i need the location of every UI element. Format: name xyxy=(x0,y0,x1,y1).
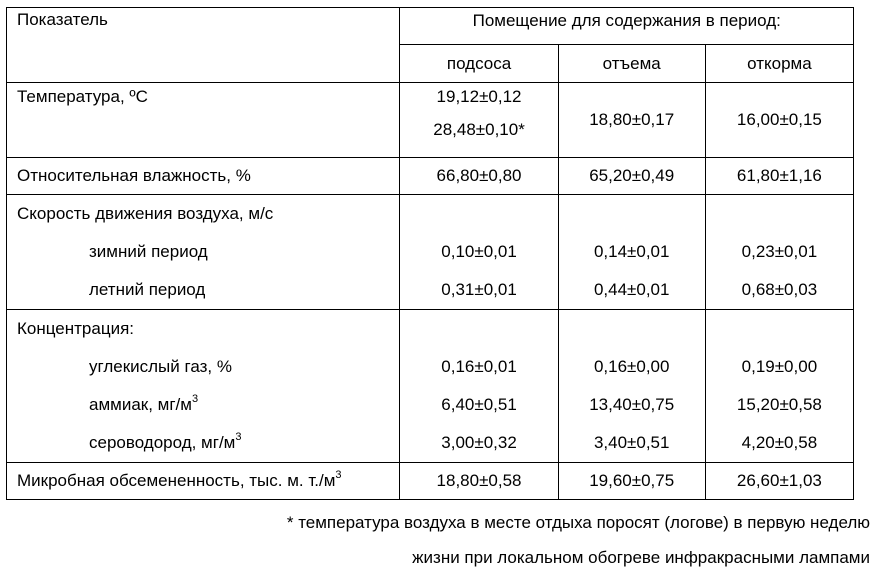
row-label: Скорость движения воздуха, м/с xyxy=(17,204,274,223)
cell-value-footnoted: 28,48±0,10* xyxy=(433,120,525,139)
superscript: 3 xyxy=(191,393,199,406)
header-row xyxy=(7,8,854,45)
table-cell: 66,80±0,80 xyxy=(400,158,558,195)
table-cell: 19,60±0,75 xyxy=(558,463,705,500)
cell-value: 3,00±0,32 xyxy=(441,433,517,452)
microclimate-table xyxy=(6,7,854,500)
table-cell xyxy=(400,310,558,463)
table-cell xyxy=(558,195,705,310)
cell-value: 6,40±0,51 xyxy=(441,395,517,414)
row-label-cell xyxy=(7,83,400,158)
table-row-air-speed xyxy=(7,195,854,310)
row-sublabel-co2: углекислый газ, % xyxy=(89,357,232,376)
row-label: Температура, ºС xyxy=(17,87,148,106)
table-row-microbial xyxy=(7,463,854,500)
cell-value: 4,20±0,58 xyxy=(741,433,818,452)
cell-value: 0,44±0,01 xyxy=(593,280,670,299)
row-label-cell xyxy=(7,310,400,463)
row-sublabel-ammonia xyxy=(17,386,399,424)
header-group-title: Помещение для содержания в период: xyxy=(472,11,781,30)
table-cell: 65,20±0,49 xyxy=(558,158,705,195)
cell-value: 0,19±0,00 xyxy=(741,357,818,376)
table-row-humidity xyxy=(7,158,854,195)
cell-value: 0,23±0,01 xyxy=(741,242,818,261)
sublabel-text: сероводород, мг/м xyxy=(89,433,236,452)
footnote-line-2: жизни при локальном обогреве инфракрасными лампами xyxy=(412,548,870,567)
header-indicator: Показатель xyxy=(17,10,108,29)
header-period-podsosa: подсоса xyxy=(400,45,558,83)
cell-value: 0,16±0,01 xyxy=(441,357,517,376)
footnote-line-1: * температура воздуха в месте отдыха поросят (логове) в первую неделю xyxy=(286,513,870,532)
table-cell: 61,80±1,16 xyxy=(705,158,853,195)
row-label-cell xyxy=(7,463,400,500)
table-cell xyxy=(705,195,853,310)
cell-value: 19,12±0,12 xyxy=(436,87,522,106)
row-label: Микробная обсемененность, тыс. м. т./м xyxy=(17,471,336,490)
table-row-concentration xyxy=(7,310,854,463)
cell-value: 15,20±0,58 xyxy=(736,395,822,414)
cell-value: 0,14±0,01 xyxy=(593,242,670,261)
cell-value: 3,40±0,51 xyxy=(593,433,670,452)
row-label: Относительная влажность, % xyxy=(7,158,400,195)
table-cell: 18,80±0,58 xyxy=(400,463,558,500)
row-sublabel-h2s xyxy=(17,424,399,462)
cell-value: 13,40±0,75 xyxy=(589,395,675,414)
superscript: 3 xyxy=(335,469,342,482)
header-indicator-cell xyxy=(7,8,400,83)
sublabel-text: аммиак, мг/м xyxy=(89,395,192,414)
cell-value: 0,31±0,01 xyxy=(441,280,517,299)
header-group-cell xyxy=(400,8,854,45)
header-period-otema: отъема xyxy=(558,45,705,83)
cell-value: 0,10±0,01 xyxy=(441,242,517,261)
table-cell: 18,80±0,17 xyxy=(558,83,705,158)
footnote xyxy=(0,505,870,575)
data-table-container xyxy=(6,7,854,500)
table-cell xyxy=(400,83,558,158)
cell-value: 0,68±0,03 xyxy=(741,280,818,299)
row-sublabel-summer: летний период xyxy=(89,280,206,299)
table-row-temperature xyxy=(7,83,854,158)
row-sublabel-winter: зимний период xyxy=(89,242,208,261)
row-label-cell xyxy=(7,195,400,310)
table-cell xyxy=(400,195,558,310)
header-period-otkorma: откорма xyxy=(705,45,853,83)
table-cell xyxy=(705,310,853,463)
superscript: 3 xyxy=(235,431,242,444)
table-cell: 26,60±1,03 xyxy=(705,463,853,500)
table-cell: 16,00±0,15 xyxy=(705,83,853,158)
table-cell xyxy=(558,310,705,463)
cell-value: 0,16±0,00 xyxy=(593,357,670,376)
row-label: Концентрация: xyxy=(17,319,134,338)
